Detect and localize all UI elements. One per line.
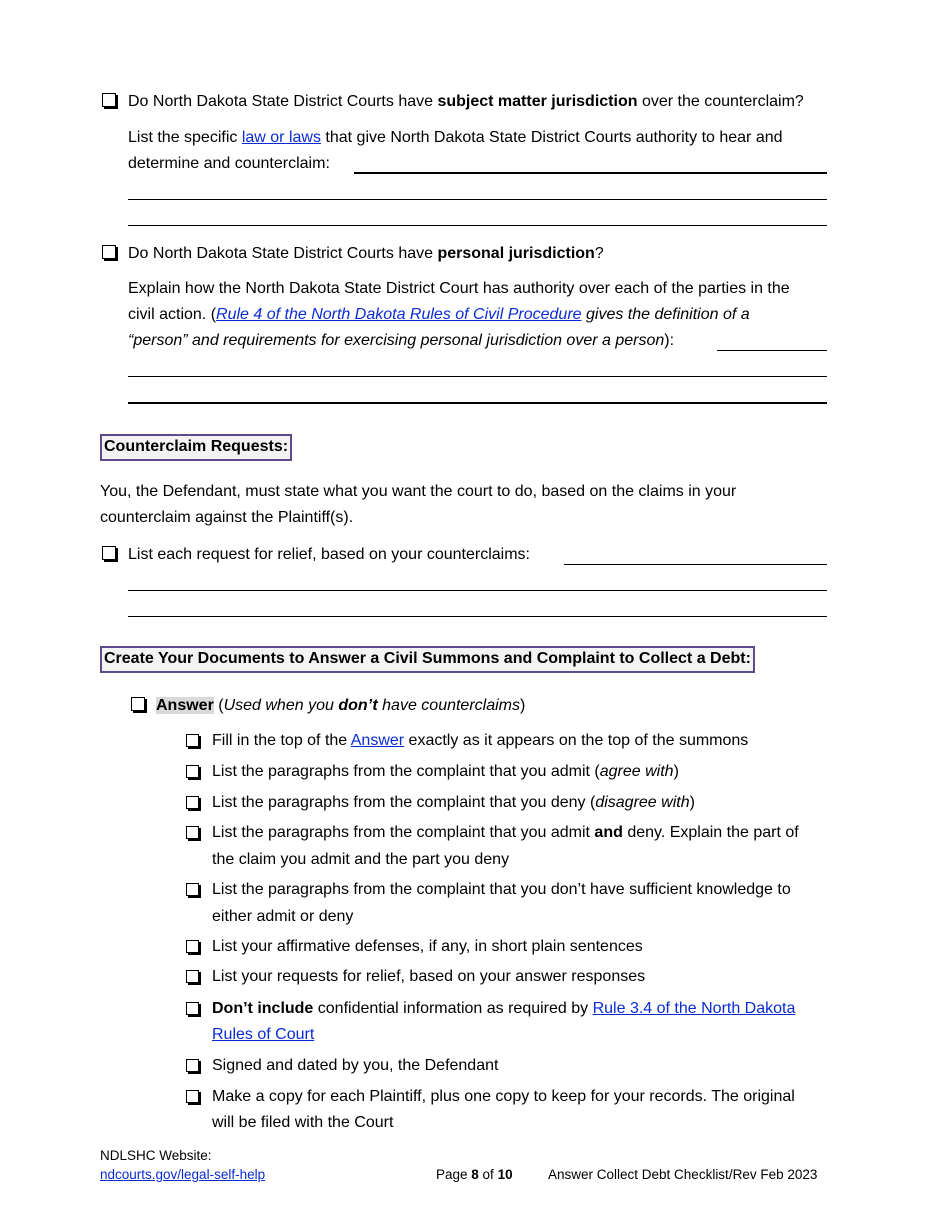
- answer-item: [156, 696, 525, 716]
- checkbox-fill-top[interactable]: [186, 734, 199, 747]
- sub-item-confidential-info-line2: [212, 1025, 314, 1045]
- answer-line[interactable]: [564, 564, 827, 565]
- answer-line[interactable]: [128, 616, 827, 617]
- italic-text: have counterclaims: [377, 697, 520, 714]
- checkbox-personal-jurisdiction[interactable]: [102, 245, 116, 259]
- sub-item-insufficient-knowledge-line2: either admit or deny: [212, 908, 354, 925]
- checkbox-make-copies[interactable]: [186, 1090, 199, 1103]
- create-documents-heading: Create Your Documents to Answer a Civil Summons and Complaint to Collect a Debt:: [100, 646, 755, 673]
- italic-text: gives the definition of a: [581, 306, 750, 323]
- checkbox-subject-matter[interactable]: [102, 93, 116, 107]
- bold-italic-text: don’t: [338, 697, 378, 714]
- sub-item-admit-and-deny-line2: the claim you admit and the part you deny: [212, 851, 510, 868]
- personal-jurisdiction-line2: [128, 305, 750, 325]
- sub-item-admit: [212, 762, 679, 782]
- text: exactly as it appears on the top of the summons: [404, 732, 749, 749]
- sub-item-fill-top: [212, 731, 748, 751]
- footer-site: [100, 1166, 265, 1184]
- personal-jurisdiction-line1: Explain how the North Dakota State District Court has authority over each of the parties in the: [128, 280, 790, 297]
- bold-text: and: [594, 824, 623, 841]
- subject-matter-question: [128, 92, 804, 112]
- text: List the specific: [128, 129, 242, 146]
- text: List the paragraphs from the complaint that you admit: [212, 824, 595, 841]
- text: ): [689, 794, 695, 811]
- sub-item-deny: [212, 793, 695, 813]
- checkbox-signed-dated[interactable]: [186, 1059, 199, 1072]
- sub-item-make-copies: Make a copy for each Plaintiff, plus one copy to keep for your records. The original: [212, 1088, 795, 1105]
- checkbox-affirmative-defenses[interactable]: [186, 940, 199, 953]
- italic-text: disagree with: [595, 794, 690, 811]
- counterclaim-request-item: List each request for relief, based on your counterclaims:: [128, 546, 530, 563]
- answer-line[interactable]: [128, 225, 827, 226]
- sub-item-make-copies-line2: will be filed with the Court: [212, 1114, 394, 1131]
- italic-text: “person” and requirements for exercising personal jurisdiction over a person: [128, 332, 665, 349]
- total-pages: 10: [497, 1167, 513, 1182]
- checkbox-answer[interactable]: [131, 697, 145, 711]
- text: over the counterclaim?: [637, 93, 804, 110]
- text: of: [478, 1167, 498, 1182]
- answer-line[interactable]: [128, 402, 827, 404]
- text: Do North Dakota State District Courts have: [128, 93, 438, 110]
- text: List the paragraphs from the complaint that you admit (: [212, 763, 600, 780]
- text: ?: [594, 245, 604, 262]
- answer-label: Answer: [156, 697, 214, 714]
- italic-text: Used when you: [223, 697, 339, 714]
- subject-matter-instructions: [128, 128, 783, 148]
- text: that give North Dakota State District Courts authority to hear and: [320, 129, 783, 146]
- checkbox-deny[interactable]: [186, 796, 199, 809]
- italic-text: agree with: [599, 763, 674, 780]
- page-number: [436, 1166, 513, 1184]
- text: ): [673, 763, 679, 780]
- text: Do North Dakota State District Courts have: [128, 245, 438, 262]
- sub-item-admit-and-deny: [212, 823, 799, 843]
- checkbox-insufficient-knowledge[interactable]: [186, 883, 199, 896]
- text: deny. Explain the part of: [622, 824, 799, 841]
- text: Fill in the top of the: [212, 732, 351, 749]
- answer-form-link[interactable]: Answer: [350, 732, 405, 749]
- rule-3-4-link[interactable]: Rule 3.4 of the North Dakota: [592, 1000, 796, 1017]
- checkbox-confidential-info[interactable]: [186, 1002, 199, 1015]
- bold-text: Don’t include: [212, 1000, 314, 1017]
- current-page: 8: [471, 1167, 479, 1182]
- rule-4-link[interactable]: Rule 4 of the North Dakota Rules of Civil Procedure: [216, 306, 582, 323]
- text: (: [213, 697, 224, 714]
- legal-self-help-link[interactable]: ndcourts.gov/legal-self-help: [100, 1167, 266, 1182]
- answer-line[interactable]: [128, 590, 827, 591]
- text: ):: [664, 332, 675, 349]
- checkbox-counterclaim-requests[interactable]: [102, 546, 116, 560]
- checkbox-requests-for-relief[interactable]: [186, 970, 199, 983]
- text: ): [520, 697, 526, 714]
- document-title: Answer Collect Debt Checklist/Rev Feb 2023: [548, 1167, 818, 1182]
- counterclaim-para-line1: You, the Defendant, must state what you want the court to do, based on the claims in your: [100, 483, 737, 500]
- answer-line[interactable]: [128, 376, 827, 377]
- text: civil action. (: [128, 306, 217, 323]
- answer-line[interactable]: [128, 199, 827, 200]
- counterclaim-para-line2: counterclaim against the Plaintiff(s).: [100, 509, 354, 526]
- rules-of-court-link[interactable]: Rules of Court: [212, 1026, 315, 1043]
- law-or-laws-link[interactable]: law or laws: [241, 129, 321, 146]
- personal-jurisdiction-question: [128, 244, 604, 264]
- subject-matter-instructions-line2: determine and counterclaim:: [128, 155, 330, 172]
- personal-jurisdiction-line3: [128, 331, 674, 351]
- sub-item-signed-dated: Signed and dated by you, the Defendant: [212, 1057, 499, 1074]
- footer-site-label: NDLSHC Website:: [100, 1148, 212, 1163]
- text: confidential information as required by: [313, 1000, 593, 1017]
- sub-item-affirmative-defenses: List your affirmative defenses, if any, in short plain sentences: [212, 938, 643, 955]
- counterclaim-requests-heading: Counterclaim Requests:: [100, 434, 292, 461]
- sub-item-insufficient-knowledge: List the paragraphs from the complaint that you don’t have sufficient knowledge to: [212, 881, 791, 898]
- bold-text: subject matter jurisdiction: [437, 93, 638, 110]
- text: List the paragraphs from the complaint that you deny (: [212, 794, 596, 811]
- answer-line[interactable]: [717, 350, 827, 351]
- sub-item-confidential-info: [212, 999, 795, 1019]
- text: Page: [436, 1167, 472, 1182]
- sub-item-requests-for-relief: List your requests for relief, based on your answer responses: [212, 968, 646, 985]
- answer-line[interactable]: [354, 172, 827, 174]
- bold-text: personal jurisdiction: [437, 245, 595, 262]
- checkbox-admit-and-deny[interactable]: [186, 826, 199, 839]
- checkbox-admit[interactable]: [186, 765, 199, 778]
